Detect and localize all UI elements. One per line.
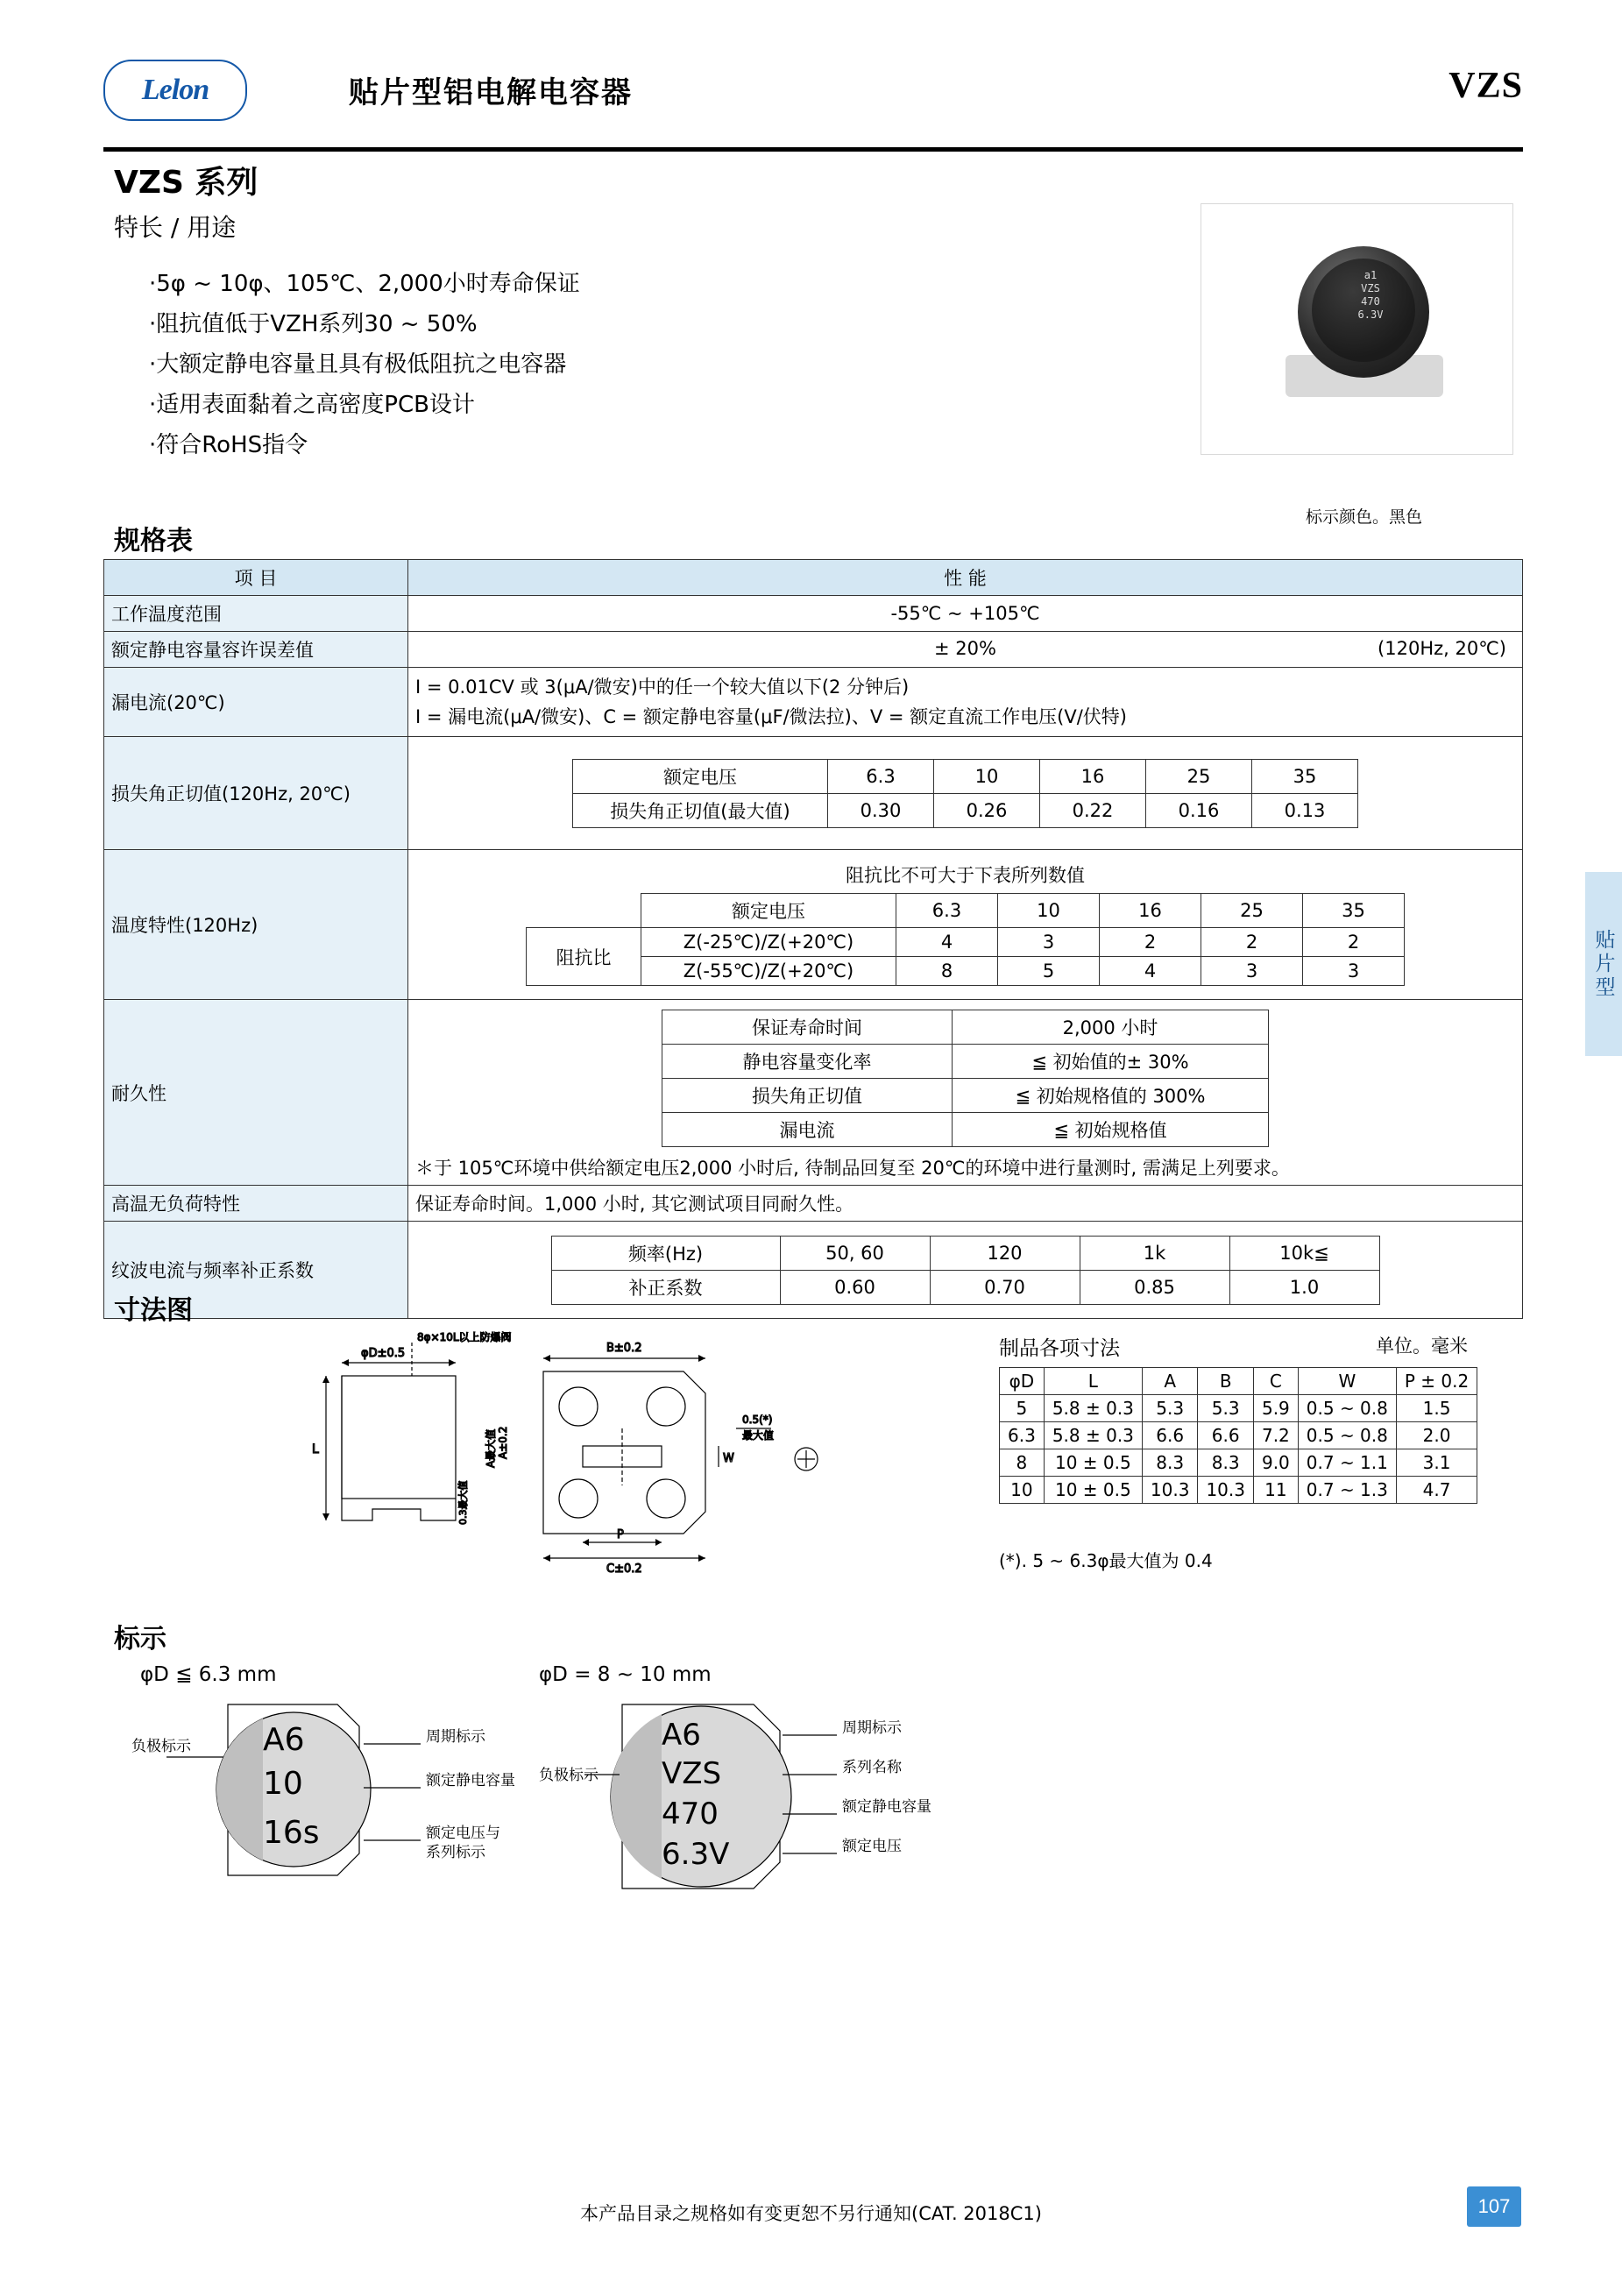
leakage-line1: I = 0.01CV 或 3(μA/微安)中的任一个较大值以下(2 分钟后): [415, 677, 910, 698]
table-row: [1000, 1395, 1477, 1422]
dim-cell: 0.7 ~ 1.3: [1298, 1477, 1396, 1504]
table-row: [551, 1270, 1379, 1304]
col-item-header: 项 目: [104, 560, 408, 596]
endurance-key: 保证寿命时间: [662, 1010, 953, 1045]
dim-cell: 6.3: [1000, 1422, 1045, 1449]
marking-title: 标示: [114, 1624, 166, 1655]
ripple-factor: 0.70: [930, 1270, 1080, 1304]
logo-text: Lelon: [141, 74, 209, 106]
page-number: 107: [1467, 2186, 1521, 2227]
ripple-factor: 1.0: [1229, 1270, 1379, 1304]
tolerance-condition: (120Hz, 20℃): [1378, 638, 1506, 659]
svg-text:A6: A6: [662, 1718, 701, 1753]
svg-text:L: L: [312, 1442, 319, 1456]
table-row: [527, 928, 1405, 957]
tc-value: 8: [896, 957, 998, 986]
dim-cell: 2.0: [1396, 1422, 1477, 1449]
table-row: [104, 850, 1523, 1000]
series-heading: VZS 系列: [114, 165, 259, 201]
table-row: [104, 1222, 1523, 1319]
header-series: VZS: [1448, 66, 1523, 106]
tan-value: 0.26: [934, 793, 1040, 827]
dim-cell: 8.3: [1142, 1449, 1198, 1477]
tc-voltage: 35: [1303, 894, 1405, 928]
tan-value: 0.30: [828, 793, 934, 827]
row-label-endurance: 耐久性: [104, 1000, 408, 1186]
dim-cell: 5.3: [1198, 1395, 1254, 1422]
table-row: [527, 894, 1405, 928]
feature-item: ·符合RoHS指令: [149, 432, 308, 458]
dim-header: C: [1253, 1368, 1298, 1395]
endurance-value: ≦ 初始规格值的 300%: [953, 1079, 1269, 1113]
ripple-freq: 120: [930, 1236, 1080, 1270]
tan-row1-label: 额定电压: [573, 759, 828, 793]
tc-voltage: 6.3: [896, 894, 998, 928]
feature-item: ·阻抗值低于VZH系列30 ~ 50%: [149, 311, 478, 337]
row-value-ripple: [408, 1222, 1523, 1319]
tc-value: 4: [1100, 957, 1201, 986]
svg-text:φD±0.5: φD±0.5: [361, 1347, 406, 1360]
dim-cell: 11: [1253, 1477, 1298, 1504]
svg-text:B±0.2: B±0.2: [606, 1342, 642, 1355]
dim-cell: 5: [1000, 1395, 1045, 1422]
dimension-table: [999, 1367, 1477, 1504]
table-row: [104, 560, 1523, 596]
table-row: [662, 1079, 1269, 1113]
tc-value: 4: [896, 928, 998, 957]
svg-text:额定电压与: 额定电压与: [426, 1825, 500, 1842]
table-row: [104, 1186, 1523, 1222]
dimension-table-unit: 单位。毫米: [1376, 1336, 1468, 1357]
table-row: [573, 759, 1358, 793]
endurance-table: [662, 1010, 1269, 1147]
dim-header: P ± 0.2: [1396, 1368, 1477, 1395]
dim-cell: 1.5: [1396, 1395, 1477, 1422]
table-row: [662, 1045, 1269, 1079]
table-row: [1000, 1477, 1477, 1504]
row-value-temp-range: -55℃ ~ +105℃: [408, 596, 1523, 632]
tc-value: 3: [1303, 957, 1405, 986]
tan-voltage: 35: [1252, 759, 1358, 793]
table-row: [662, 1113, 1269, 1147]
svg-text:0.5(*): 0.5(*): [742, 1414, 773, 1426]
cap-line: VZS: [1361, 282, 1380, 294]
ripple-row1-label: 频率(Hz): [551, 1236, 780, 1270]
dim-cell: 7.2: [1253, 1422, 1298, 1449]
row-value-tolerance: [408, 632, 1523, 668]
table-row: [573, 793, 1358, 827]
svg-text:P: P: [617, 1528, 624, 1541]
dim-cell: 9.0: [1253, 1449, 1298, 1477]
table-row: [1000, 1449, 1477, 1477]
tc-value: 2: [1201, 928, 1303, 957]
tan-value: 0.13: [1252, 793, 1358, 827]
row-value-temp-char: [408, 850, 1523, 1000]
svg-text:额定静电容量: 额定静电容量: [426, 1772, 515, 1789]
table-row: [104, 668, 1523, 737]
tc-value: 2: [1100, 928, 1201, 957]
dimensions-title: 寸法图: [114, 1295, 193, 1326]
footer-note: 本产品目录之规格如有变更恕不另行通知(CAT. 2018C1): [580, 2203, 1042, 2224]
dim-header: B: [1198, 1368, 1254, 1395]
tan-value: 0.16: [1146, 793, 1252, 827]
tan-delta-table: [572, 759, 1358, 828]
marking-diagram-large: [539, 1696, 1030, 1924]
tan-voltage: 6.3: [828, 759, 934, 793]
ripple-row2-label: 补正系数: [551, 1270, 780, 1304]
feature-item: ·大额定静电容量且具有极低阻抗之电容器: [149, 351, 567, 378]
svg-text:W: W: [723, 1452, 734, 1465]
tc-voltage: 10: [998, 894, 1100, 928]
svg-text:A±0.2: A±0.2: [497, 1426, 509, 1459]
features-title: 特长 / 用途: [114, 213, 237, 242]
svg-text:系列标示: 系列标示: [426, 1844, 485, 1861]
cap-line: 470: [1361, 295, 1380, 308]
svg-text:A最大值: A最大值: [485, 1428, 497, 1468]
tc-value: 3: [998, 928, 1100, 957]
dim-cell: 10 ± 0.5: [1044, 1477, 1142, 1504]
ripple-freq: 10k≦: [1229, 1236, 1379, 1270]
svg-text:A6: A6: [263, 1722, 305, 1758]
ripple-correction-table: [551, 1236, 1380, 1305]
svg-text:0.3最大值: 0.3最大值: [457, 1480, 469, 1525]
photo-note: 标示颜色。黑色: [1306, 507, 1423, 527]
dim-cell: 5.3: [1142, 1395, 1198, 1422]
svg-text:最大值: 最大值: [742, 1429, 775, 1442]
row-label-leakage: 漏电流(20℃): [104, 668, 408, 737]
cap-line: a1: [1363, 269, 1378, 281]
endurance-value: 2,000 小时: [953, 1010, 1269, 1045]
svg-text:VZS: VZS: [662, 1756, 722, 1791]
marking-left-subtitle: φD ≦ 6.3 mm: [140, 1663, 277, 1686]
dim-cell: 5.8 ± 0.3: [1044, 1395, 1142, 1422]
svg-text:周期标示: 周期标示: [426, 1728, 485, 1746]
dimension-table-note: (*). 5 ~ 6.3φ最大值为 0.4: [999, 1550, 1213, 1571]
row-label-temp-char: 温度特性(120Hz): [104, 850, 408, 1000]
dim-cell: 0.5 ~ 0.8: [1298, 1395, 1396, 1422]
endurance-key: 漏电流: [662, 1113, 953, 1147]
col-perf-header: 性 能: [408, 560, 1523, 596]
ripple-freq: 50, 60: [780, 1236, 930, 1270]
tan-voltage: 25: [1146, 759, 1252, 793]
svg-text:负极标示: 负极标示: [131, 1738, 191, 1755]
tan-row2-label: 损失角正切值(最大值): [573, 793, 828, 827]
dim-cell: 5.9: [1253, 1395, 1298, 1422]
table-row: [1000, 1422, 1477, 1449]
dim-cell: 10.3: [1142, 1477, 1198, 1504]
product-photo: [1201, 203, 1513, 455]
svg-text:系列名称: 系列名称: [842, 1759, 902, 1776]
side-tab-label: 贴片型: [1591, 928, 1615, 1000]
dim-cell: 10.3: [1198, 1477, 1254, 1504]
row-value-leakage: [408, 668, 1523, 737]
row-label-temp-range: 工作温度范围: [104, 596, 408, 632]
table-row: [104, 737, 1523, 850]
endurance-key: 损失角正切值: [662, 1079, 953, 1113]
table-row: [662, 1010, 1269, 1045]
page-header: [103, 53, 1523, 149]
capacitor-marking-text: [1331, 269, 1410, 322]
tc-row0-label: 额定电压: [641, 894, 896, 928]
svg-text:周期标示: 周期标示: [842, 1719, 902, 1737]
tc-row2-label: Z(-55℃)/Z(+20℃): [641, 957, 896, 986]
dim-cell: 8: [1000, 1449, 1045, 1477]
spec-title: 规格表: [114, 526, 193, 556]
endurance-value: ≦ 初始规格值: [953, 1113, 1269, 1147]
tc-row1-label: Z(-25℃)/Z(+20℃): [641, 928, 896, 957]
dim-cell: 0.5 ~ 0.8: [1298, 1422, 1396, 1449]
marking-diagram-small: [131, 1696, 587, 1915]
specification-table: [103, 559, 1523, 1319]
ripple-factor: 0.60: [780, 1270, 930, 1304]
ripple-factor: 0.85: [1080, 1270, 1229, 1304]
cap-line: 6.3V: [1357, 308, 1384, 321]
table-row: [104, 596, 1523, 632]
svg-text:10: 10: [263, 1766, 303, 1802]
header-divider: [103, 147, 1523, 152]
table-row: [1000, 1368, 1477, 1395]
company-logo: [103, 60, 247, 121]
dim-cell: 5.8 ± 0.3: [1044, 1422, 1142, 1449]
feature-item: ·适用表面黏着之高密度PCB设计: [149, 392, 475, 418]
impedance-note: 阻抗比不可大于下表所列数值: [846, 865, 1085, 886]
tc-value: 2: [1303, 928, 1405, 957]
tc-value: 5: [998, 957, 1100, 986]
tc-voltage: 16: [1100, 894, 1201, 928]
svg-text:额定电压: 额定电压: [842, 1838, 902, 1855]
dimension-drawing: [280, 1323, 1008, 1586]
header-title: 贴片型铝电解电容器: [349, 75, 633, 110]
row-label-high-temp: 高温无负荷特性: [104, 1186, 408, 1222]
endurance-note: ＊于 105℃环境中供给额定电压2,000 小时后, 待制品回复至 20℃的环境中进行量测时, 需满足上列要求。: [415, 1158, 1290, 1179]
side-tab: [1585, 872, 1622, 1056]
dim-cell: 6.6: [1198, 1422, 1254, 1449]
row-value-endurance: [408, 1000, 1523, 1186]
dim-cell: 10 ± 0.5: [1044, 1449, 1142, 1477]
svg-text:8φ×10L以上防爆阀: 8φ×10L以上防爆阀: [417, 1331, 512, 1343]
table-row: [104, 632, 1523, 668]
row-label-tan: 损失角正切值(120Hz, 20℃): [104, 737, 408, 850]
row-label-tolerance: 额定静电容量容许误差值: [104, 632, 408, 668]
leakage-line2: I = 漏电流(μA/微安)、C = 额定静电容量(μF/微法拉)、V = 额定直流工作电压(V/伏特): [415, 706, 1127, 727]
marking-right-subtitle: φD = 8 ~ 10 mm: [539, 1663, 712, 1686]
svg-text:负极标示: 负极标示: [539, 1767, 599, 1784]
tan-voltage: 10: [934, 759, 1040, 793]
endurance-key: 静电容量变化率: [662, 1045, 953, 1079]
endurance-value: ≦ 初始值的± 30%: [953, 1045, 1269, 1079]
tc-value: 3: [1201, 957, 1303, 986]
svg-text:额定静电容量: 额定静电容量: [842, 1798, 931, 1816]
row-value-high-temp: 保证寿命时间。1,000 小时, 其它测试项目同耐久性。: [408, 1186, 1523, 1222]
table-row: [104, 1000, 1523, 1186]
dim-header: L: [1044, 1368, 1142, 1395]
tolerance-value: ± 20%: [934, 638, 996, 659]
temp-characteristics-table: [526, 893, 1405, 986]
svg-text:6.3V: 6.3V: [662, 1837, 730, 1872]
dim-cell: 3.1: [1396, 1449, 1477, 1477]
svg-text:470: 470: [662, 1796, 719, 1832]
dim-cell: 0.7 ~ 1.1: [1298, 1449, 1396, 1477]
dim-header: A: [1142, 1368, 1198, 1395]
ripple-freq: 1k: [1080, 1236, 1229, 1270]
tan-value: 0.22: [1040, 793, 1146, 827]
dim-cell: 4.7: [1396, 1477, 1477, 1504]
row-label-ripple: 纹波电流与频率补正系数: [104, 1222, 408, 1319]
dim-cell: 6.6: [1142, 1422, 1198, 1449]
dimension-table-title: 制品各项寸法: [999, 1337, 1120, 1360]
row-value-tan: [408, 737, 1523, 850]
tc-side-label: 阻抗比: [527, 928, 641, 986]
dim-header: φD: [1000, 1368, 1045, 1395]
table-row: [527, 957, 1405, 986]
svg-text:16s: 16s: [263, 1815, 320, 1851]
feature-item: ·5φ ~ 10φ、105℃、2,000小时寿命保证: [149, 271, 580, 297]
tc-voltage: 25: [1201, 894, 1303, 928]
dim-cell: 10: [1000, 1477, 1045, 1504]
dim-cell: 8.3: [1198, 1449, 1254, 1477]
dim-header: W: [1298, 1368, 1396, 1395]
features-list: [114, 264, 868, 465]
tan-voltage: 16: [1040, 759, 1146, 793]
table-row: [551, 1236, 1379, 1270]
svg-text:C±0.2: C±0.2: [606, 1563, 642, 1576]
